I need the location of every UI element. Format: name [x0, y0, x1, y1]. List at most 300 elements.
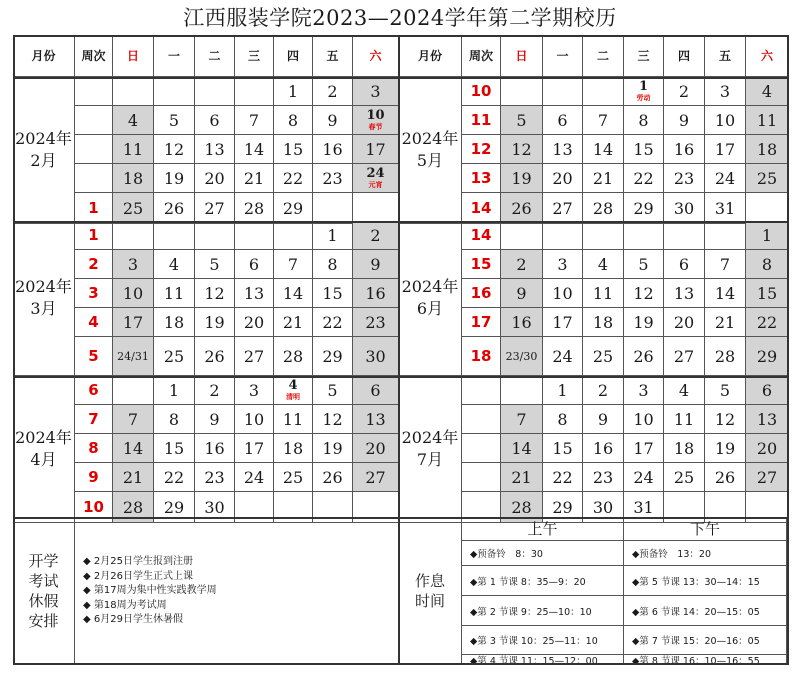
day-cell: [746, 279, 789, 308]
day-cell: [235, 434, 274, 463]
day-number: 1: [557, 380, 568, 400]
day-cell: [583, 193, 624, 224]
day-cell: [746, 308, 789, 337]
day-number: 6: [557, 110, 568, 130]
day-number: 1: [638, 79, 649, 94]
day-number: 27: [552, 198, 573, 218]
day-cell: [154, 193, 195, 224]
month-label: [399, 221, 462, 376]
month-name: 4月: [30, 450, 57, 469]
day-cell: [195, 106, 235, 135]
day-cell: [113, 221, 154, 250]
day-number: 4: [168, 254, 180, 274]
day-cell: [664, 376, 705, 405]
day-number: 8: [638, 110, 649, 130]
day-number: 17: [633, 438, 654, 458]
day-cell: [313, 193, 353, 224]
day-cell: [746, 434, 789, 463]
day-cell: [154, 106, 195, 135]
day-cell: [624, 250, 664, 279]
day-cell: [543, 250, 583, 279]
day-number: 5: [516, 110, 527, 130]
day-cell: [624, 463, 664, 492]
day-cell: [501, 106, 543, 135]
month-name: 7月: [416, 450, 444, 469]
day-cell: [543, 308, 583, 337]
day-cell: [624, 221, 664, 250]
week-number-text: 11: [470, 111, 492, 129]
day-number: 22: [163, 467, 185, 487]
school-calendar-table: [13, 35, 789, 665]
week-number: [462, 77, 501, 106]
arrangements-notes: [75, 517, 399, 665]
month-name: 2月: [30, 151, 57, 170]
section-divider: [398, 35, 400, 665]
day-cell: [583, 405, 624, 434]
day-cell: [664, 77, 705, 106]
day-number: 23: [592, 467, 614, 487]
column-header: [154, 35, 195, 77]
day-number: 12: [714, 409, 736, 429]
week-number: [75, 279, 113, 308]
day-cell: [705, 193, 746, 224]
column-header-label: 一: [556, 49, 569, 63]
day-cell: [195, 250, 235, 279]
schedule-pm-text: ◆第 6 节课 14：20—15：05: [632, 606, 760, 618]
month-year: 2024年: [401, 277, 459, 296]
day-cell: [313, 135, 353, 164]
week-number-text: 1: [88, 226, 99, 244]
day-number: 14: [511, 438, 532, 458]
schedule-pm-text: ◆第 5 节课 13：30—14：15: [632, 576, 760, 588]
day-cell: [235, 463, 274, 492]
day-cell: [353, 434, 399, 463]
day-cell: [353, 106, 399, 135]
section-divider: [13, 221, 789, 223]
day-cell: [746, 164, 789, 193]
day-number: 18: [592, 312, 614, 332]
day-number: 14: [714, 283, 736, 303]
day-cell: [274, 279, 313, 308]
day-cell: [274, 434, 313, 463]
day-cell: [543, 279, 583, 308]
day-cell: [583, 250, 624, 279]
day-number: 23/30: [505, 349, 538, 363]
day-cell: [353, 337, 399, 376]
day-number: 14: [592, 139, 614, 159]
day-cell: [195, 164, 235, 193]
day-number: 22: [756, 312, 778, 332]
schedule-am-text: ◆第 2 节课 9：25—10：10: [470, 606, 592, 618]
day-number: 16: [511, 312, 532, 332]
day-number: 16: [365, 283, 386, 303]
day-cell: [543, 193, 583, 224]
day-number: 14: [243, 139, 265, 159]
day-cell: [154, 376, 195, 405]
day-number: 5: [327, 380, 338, 400]
week-number: [75, 405, 113, 434]
day-cell: [746, 106, 789, 135]
day-cell: [624, 308, 664, 337]
schedule-pm-row: [624, 596, 787, 626]
day-number: 2: [516, 254, 527, 274]
day-number: 30: [204, 497, 225, 517]
month-year: 2024年: [15, 428, 72, 447]
day-cell: [195, 77, 235, 106]
day-number: 19: [511, 168, 532, 188]
day-number: 26: [163, 198, 185, 218]
day-number: 3: [638, 380, 649, 400]
schedule-am-text: ◆第 4 节课 11：15—12：00: [470, 655, 598, 667]
month-label-text: [402, 276, 459, 320]
day-cell: [583, 164, 624, 193]
day-number: 31: [714, 198, 736, 218]
column-header: [462, 35, 501, 77]
day-number: 29: [552, 497, 573, 517]
column-header: [353, 35, 399, 77]
column-header: [583, 35, 624, 77]
arrangements-label-text: 开学考试休假安排: [28, 551, 59, 630]
week-number-text: 6: [88, 381, 99, 399]
day-number: 13: [673, 283, 695, 303]
day-number: 15: [322, 283, 343, 303]
column-header: [195, 35, 235, 77]
day-number: 7: [287, 254, 299, 274]
day-cell: [501, 77, 543, 106]
column-header: [705, 35, 746, 77]
day-cell: [624, 106, 664, 135]
month-label-text: [15, 128, 72, 172]
column-header-label: 日: [515, 49, 528, 63]
day-cell: [543, 376, 583, 405]
day-cell: [313, 434, 353, 463]
day-number: 17: [365, 139, 386, 159]
day-number: 25: [282, 467, 304, 487]
day-number: 6: [248, 254, 260, 274]
month-name: 6月: [416, 299, 444, 318]
week-number: [462, 164, 501, 193]
column-header-label: 三: [637, 49, 650, 63]
column-header-label: 日: [126, 49, 139, 63]
day-number: 7: [127, 409, 139, 429]
week-number: [75, 463, 113, 492]
day-number: 28: [511, 497, 532, 517]
column-header-label: 二: [208, 49, 221, 63]
column-header: [543, 35, 583, 77]
schedule-am-text: ◆第 1 节课 8：35—9：20: [470, 576, 586, 588]
schedule-am-row: [462, 626, 624, 655]
day-number: 24: [714, 168, 736, 188]
day-number: 23: [673, 168, 695, 188]
week-number: [75, 250, 113, 279]
day-number: 2: [678, 81, 690, 101]
day-number: 2: [597, 380, 609, 400]
day-cell: [154, 463, 195, 492]
day-number: 27: [204, 198, 225, 218]
day-number: 28: [282, 346, 304, 366]
day-cell: [235, 106, 274, 135]
day-cell: [543, 77, 583, 106]
day-cell: [274, 106, 313, 135]
day-cell: [746, 405, 789, 434]
day-cell: [235, 337, 274, 376]
day-number: 31: [633, 497, 654, 517]
day-cell: [705, 434, 746, 463]
day-cell: [543, 434, 583, 463]
day-number: 12: [511, 139, 532, 159]
day-cell: [583, 337, 624, 376]
holiday-note: 劳动: [636, 94, 651, 102]
day-cell: [113, 337, 154, 376]
day-number: 18: [163, 312, 185, 332]
holiday-note: 春节: [368, 123, 383, 131]
day-number: 25: [122, 198, 144, 218]
day-number: 20: [204, 168, 225, 188]
column-header-label: 月份: [417, 49, 442, 63]
schedule-pm-header: [624, 517, 787, 541]
day-cell: [274, 221, 313, 250]
day-number: 15: [282, 139, 304, 159]
day-number: 3: [127, 254, 139, 274]
day-number: 3: [719, 81, 731, 101]
day-cell: [624, 434, 664, 463]
day-number: 6: [370, 380, 381, 400]
day-cell: [746, 376, 789, 405]
week-number: [462, 463, 501, 492]
holiday-note: 清明: [286, 393, 300, 401]
day-number: 23: [365, 312, 386, 332]
column-header-label: 一: [167, 49, 180, 63]
day-cell: [113, 164, 154, 193]
day-cell: [353, 250, 399, 279]
week-number-text: 4: [88, 313, 99, 331]
week-number: [75, 308, 113, 337]
day-number: 30: [592, 497, 614, 517]
day-number: 7: [248, 110, 260, 130]
day-cell: [624, 77, 664, 106]
day-cell: [274, 337, 313, 376]
day-number: 24: [243, 467, 265, 487]
day-cell: [624, 135, 664, 164]
day-number: 11: [163, 283, 185, 303]
column-header: [313, 35, 353, 77]
column-header: [113, 35, 154, 77]
day-cell: [664, 193, 705, 224]
day-number: 1: [761, 225, 773, 245]
day-number: 12: [163, 139, 185, 159]
day-cell: [543, 221, 583, 250]
day-number: 12: [322, 409, 343, 429]
arrangement-item: ◆ 2月26日学生正式上课: [83, 570, 193, 582]
week-number: [462, 250, 501, 279]
day-number: 14: [122, 438, 144, 458]
day-number: 19: [322, 438, 343, 458]
week-number: [75, 337, 113, 376]
day-number: 18: [756, 139, 778, 159]
day-cell: [113, 308, 154, 337]
day-number: 19: [163, 168, 185, 188]
week-number-text: 10: [83, 498, 104, 516]
day-number: 27: [243, 346, 265, 366]
schedule-pm-text: ◆第 7 节课 15：20—16：05: [632, 636, 760, 647]
day-cell: [624, 279, 664, 308]
day-number: 22: [322, 312, 343, 332]
month-name: 5月: [416, 151, 444, 170]
day-number: 9: [678, 110, 690, 130]
schedule-label: [399, 517, 462, 665]
column-header: [399, 35, 462, 77]
day-cell: [195, 337, 235, 376]
day-number: 11: [673, 409, 695, 429]
day-number: 6: [678, 254, 690, 274]
day-cell: [543, 164, 583, 193]
day-cell: [353, 308, 399, 337]
week-number-text: 17: [470, 313, 492, 331]
day-number: 28: [243, 198, 265, 218]
day-number: 25: [592, 346, 614, 366]
day-number: 8: [557, 409, 568, 429]
schedule-am-text: ◆预备铃 8：30: [470, 549, 543, 560]
day-cell: [235, 279, 274, 308]
day-cell: [501, 463, 543, 492]
day-number: 17: [122, 312, 144, 332]
day-cell: [113, 135, 154, 164]
day-number: 4: [288, 378, 298, 393]
day-number: 29: [322, 346, 343, 366]
column-header-label: 周次: [81, 49, 106, 63]
day-cell: [746, 250, 789, 279]
day-cell: [195, 308, 235, 337]
schedule-am-row: [462, 566, 624, 596]
week-number-text: 5: [88, 347, 99, 365]
schedule-pm-text: ◆第 8 节课 16：10—16：55: [632, 655, 760, 667]
day-cell: [543, 106, 583, 135]
column-header: [501, 35, 543, 77]
day-number: 10: [714, 110, 736, 130]
day-number: 3: [248, 380, 260, 400]
week-number: [462, 135, 501, 164]
day-cell: [583, 135, 624, 164]
day-cell: [274, 250, 313, 279]
schedule-am-text: ◆第 3 节课 10：25—11：10: [470, 636, 598, 647]
day-number: 17: [552, 312, 573, 332]
day-cell: [154, 405, 195, 434]
day-number: 24: [552, 346, 573, 366]
column-header-label: 四: [677, 49, 690, 63]
month-label-text: [15, 427, 72, 471]
day-cell: [113, 405, 154, 434]
day-number: 15: [552, 438, 573, 458]
day-cell: [353, 77, 399, 106]
week-number: [462, 279, 501, 308]
day-cell: [313, 405, 353, 434]
day-cell: [543, 337, 583, 376]
day-number: 11: [592, 283, 614, 303]
day-cell: [235, 221, 274, 250]
day-number: 20: [243, 312, 265, 332]
column-header-label: 六: [760, 49, 773, 63]
day-number: 2: [370, 225, 381, 245]
day-cell: [113, 279, 154, 308]
day-cell: [624, 405, 664, 434]
schedule-pm-row: [624, 566, 787, 596]
day-number: 28: [122, 497, 144, 517]
column-header-label: 四: [286, 49, 299, 63]
day-number: 27: [365, 467, 386, 487]
day-cell: [501, 337, 543, 376]
day-number: 16: [673, 139, 695, 159]
day-cell: [705, 135, 746, 164]
day-number: 24: [366, 166, 385, 181]
day-cell: [313, 463, 353, 492]
day-cell: [113, 193, 154, 224]
day-number: 22: [552, 467, 573, 487]
day-cell: [746, 193, 789, 224]
week-number-text: 18: [470, 347, 492, 365]
day-number: 26: [322, 467, 343, 487]
day-number: 29: [756, 346, 778, 366]
day-number: 21: [122, 467, 144, 487]
day-cell: [195, 434, 235, 463]
day-number: 21: [243, 168, 265, 188]
day-cell: [501, 250, 543, 279]
month-label-text: [15, 276, 72, 320]
week-number-text: 12: [470, 140, 492, 158]
day-number: 16: [204, 438, 225, 458]
day-number: 7: [597, 110, 609, 130]
section-divider: [13, 376, 789, 378]
month-year: 2024年: [401, 129, 459, 148]
arrangements-label: [13, 517, 75, 665]
section-divider: [13, 77, 789, 79]
day-cell: [543, 135, 583, 164]
day-number: 28: [592, 198, 614, 218]
column-header: [13, 35, 75, 77]
week-number: [75, 221, 113, 250]
day-number: 21: [282, 312, 304, 332]
day-cell: [154, 434, 195, 463]
week-number: [75, 106, 113, 135]
day-cell: [746, 337, 789, 376]
day-number: 17: [714, 139, 736, 159]
day-number: 2: [327, 81, 338, 101]
day-number: 26: [714, 467, 736, 487]
day-cell: [664, 463, 705, 492]
day-number: 11: [282, 409, 304, 429]
day-number: 10: [122, 283, 144, 303]
day-number: 29: [633, 198, 654, 218]
column-header-label: 五: [326, 49, 339, 63]
day-cell: [313, 77, 353, 106]
day-number: 29: [163, 497, 185, 517]
day-number: 9: [327, 110, 338, 130]
day-cell: [705, 221, 746, 250]
schedule-label-text: 作息时间: [414, 571, 445, 610]
day-cell: [705, 337, 746, 376]
page-title: 江西服装学院2023—2024学年第二学期校历: [183, 6, 617, 30]
day-cell: [583, 77, 624, 106]
week-number: [462, 221, 501, 250]
day-number: 15: [756, 283, 778, 303]
day-cell: [501, 279, 543, 308]
week-number-text: 13: [470, 169, 492, 187]
day-number: 11: [756, 110, 778, 130]
day-cell: [313, 106, 353, 135]
day-number: 3: [557, 254, 568, 274]
day-cell: [501, 376, 543, 405]
week-number-text: 2: [88, 255, 99, 273]
day-cell: [113, 463, 154, 492]
